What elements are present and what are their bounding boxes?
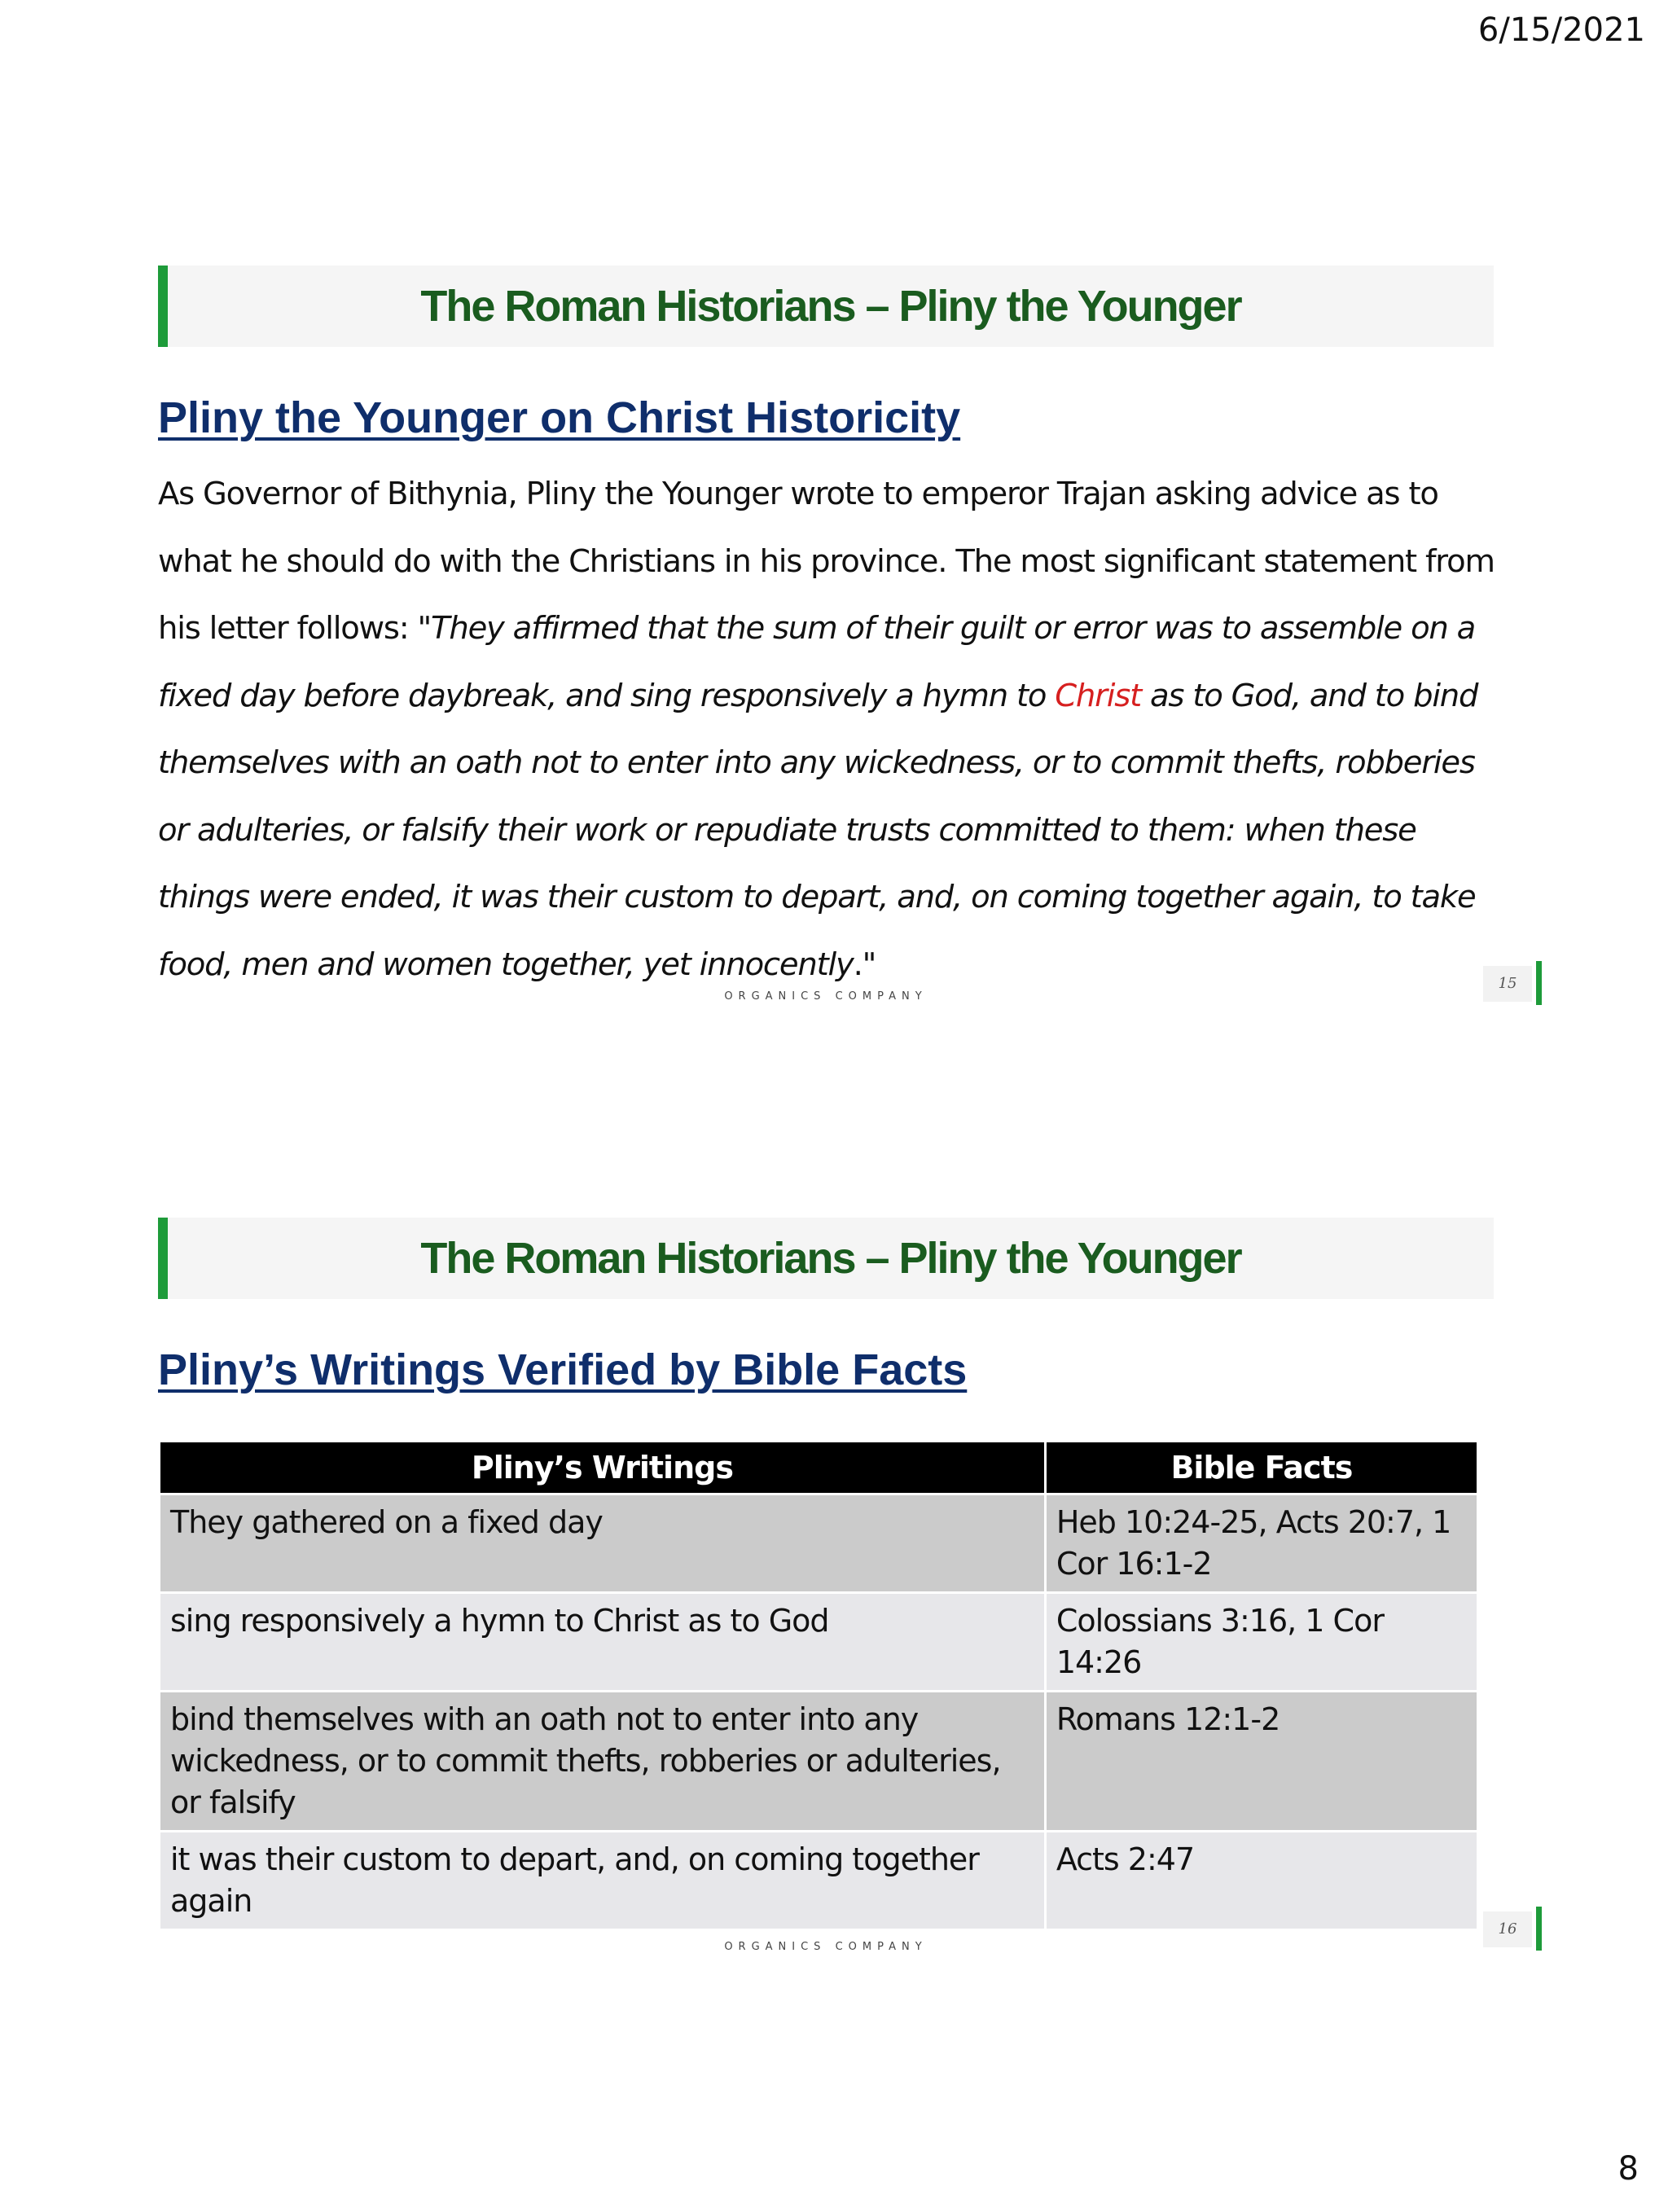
table-cell-writing: sing responsively a hymn to Christ as to God	[160, 1593, 1046, 1692]
page-date: 6/15/2021	[1477, 11, 1645, 49]
table-cell-writing: it was their custom to depart, and, on coming together again	[160, 1832, 1046, 1930]
footer-brand: ORGANICS COMPANY	[724, 990, 928, 1003]
table-row	[160, 1593, 1478, 1692]
slide-number-accent	[1536, 1907, 1542, 1951]
table-cell-writing: They gathered on a fixed day	[160, 1494, 1046, 1593]
table-cell-writing: bind themselves with an oath not to enter into any wickedness, or to commit thefts, robberies or adulteries, or falsify	[160, 1692, 1046, 1832]
body-intro: As Governor of Bithynia, Pliny the Younger wrote to emperor Trajan asking advice as to what he should do with the Christians in his province. The most significant statement from his letter follows: "	[158, 476, 1495, 647]
table-header-bible-facts: Bible Facts	[1045, 1442, 1477, 1494]
table-row	[160, 1832, 1478, 1930]
body-closing: ."	[853, 946, 876, 983]
footer-brand: ORGANICS COMPANY	[724, 1941, 928, 1953]
slide-number-accent	[1536, 961, 1542, 1005]
table-cell-fact: Romans 12:1-2	[1045, 1692, 1477, 1832]
slide-title: The Roman Historians – Pliny the Younger	[420, 282, 1241, 331]
title-accent-bar	[158, 1218, 168, 1299]
slide-subtitle: Pliny’s Writings Verified by Bible Facts	[158, 1345, 968, 1394]
table-header-writings: Pliny’s Writings	[160, 1442, 1046, 1494]
page-number: 8	[1618, 2150, 1639, 2188]
slide-number: 16	[1483, 1911, 1532, 1947]
table-cell-fact: Acts 2:47	[1045, 1832, 1477, 1930]
slide-15	[158, 266, 1517, 1015]
quote-part-1: They affirmed that the sum of their guilt or error was to assemble on a fixed day before daybreak, and sing responsively a hymn to	[158, 610, 1476, 714]
writings-facts-table	[158, 1440, 1479, 1931]
pliny-quote	[158, 610, 1477, 983]
quote-highlight-christ: Christ	[1055, 677, 1141, 714]
table-cell-fact: Heb 10:24-25, Acts 20:7, 1 Cor 16:1-2	[1045, 1494, 1477, 1593]
table-row	[160, 1494, 1478, 1593]
title-accent-bar	[158, 266, 168, 347]
table-row	[160, 1692, 1478, 1832]
slide-16	[158, 1218, 1517, 1975]
slide-number: 15	[1483, 966, 1532, 1002]
quote-part-2: as to God, and to bind themselves with an oath not to enter into any wickedness, or to commit thefts, robberies or adulteries, or falsify their work or repudiate trusts committed to them: when these things were ended, it was their custom to depart, and, on coming together again, to take food, men and women together, yet innocently	[158, 677, 1478, 983]
slide-subtitle: Pliny the Younger on Christ Historicity	[158, 393, 961, 442]
table-cell-fact: Colossians 3:16, 1 Cor 14:26	[1045, 1593, 1477, 1692]
table-header-row	[160, 1442, 1478, 1494]
slide-title: The Roman Historians – Pliny the Younger	[420, 1234, 1241, 1283]
slide-body-text	[158, 461, 1510, 998]
